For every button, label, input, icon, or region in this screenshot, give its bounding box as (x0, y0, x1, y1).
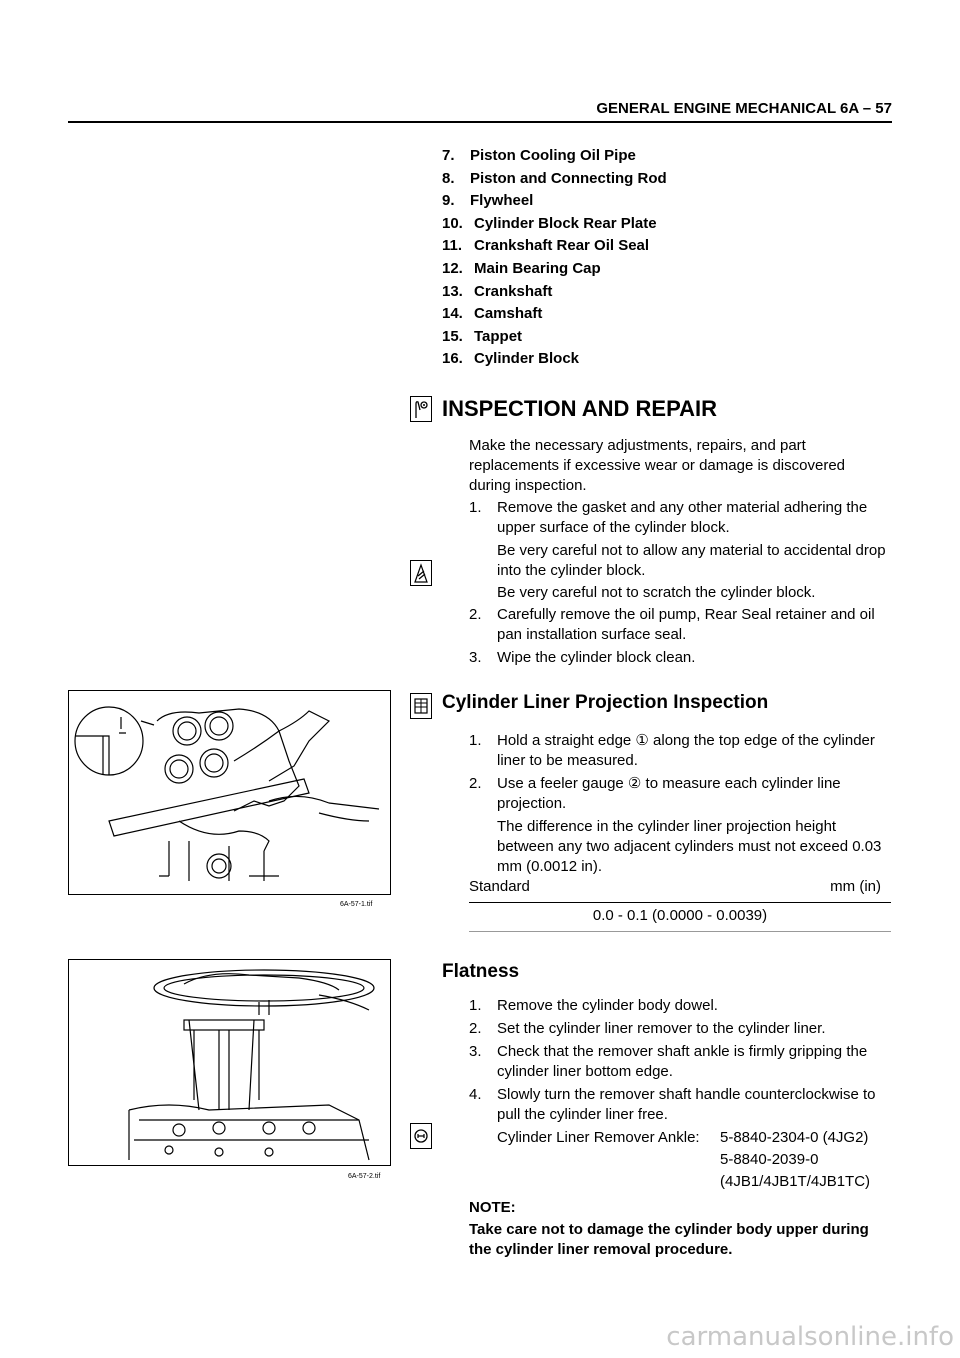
list-item: 2. Use a feeler gauge ② to measure each cylinder line projection. (469, 775, 841, 812)
list-item: 13. Crankshaft (442, 282, 553, 300)
inspection-intro: Make the necessary adjustments, repairs, and part replacements if excessive wear or damage is discovered during inspection. (469, 437, 846, 494)
parts-list (442, 146, 882, 372)
liner-note: The difference in the cylinder liner projection height between any two adjacent cylinders must not exceed 0.03 mm (0.0012 in). (497, 818, 882, 875)
list-item: 2. Set the cylinder liner remover to the cylinder liner. (469, 1020, 826, 1037)
list-item: 15. Tappet (442, 327, 523, 345)
list-item: 1. Remove the cylinder body dowel. (469, 997, 718, 1014)
list-item: 7. Piston Cooling Oil Pipe (442, 147, 636, 164)
list-item: 4. Slowly turn the remover shaft handle counterclockwise to pull the cylinder liner free. (469, 1086, 876, 1123)
tool-icon (412, 1125, 430, 1147)
list-item: 8. Piston and Connecting Rod (442, 169, 667, 187)
caution-hand-icon (412, 562, 430, 584)
inspection-title: INSPECTION AND REPAIR (442, 396, 718, 421)
tool-part-number: 5-8840-2304-0 (4JG2) (720, 1129, 869, 1146)
header-rule (68, 121, 892, 123)
list-item: 3. Check that the remover shaft ankle is firmly gripping the cylinder liner bottom edge. (469, 1043, 868, 1080)
list-item: 10. Cylinder Block Rear Plate (442, 214, 657, 232)
list-item: 14. Camshaft (442, 305, 543, 323)
list-item: 9. Flywheel (442, 192, 534, 210)
flatness-body (469, 996, 889, 1128)
list-item: 16. Cylinder Block (442, 350, 580, 368)
tool-label: Cylinder Liner Remover Ankle: (497, 1129, 700, 1146)
list-item: 2. Carefully remove the oil pump, Rear Seal retainer and oil pan installation surface seal. (469, 606, 875, 643)
figure-straight-edge-drawing (69, 691, 390, 894)
caution-icon (410, 560, 432, 586)
list-item: 3. Wipe the cylinder block clean. (469, 649, 696, 666)
liner-body (469, 731, 889, 877)
note-label: NOTE: (469, 1199, 516, 1216)
table-rule (469, 931, 891, 932)
list-item: 11. Crankshaft Rear Oil Seal (442, 237, 650, 255)
list-item: 12. Main Bearing Cap (442, 259, 601, 277)
page-header: GENERAL ENGINE MECHANICAL 6A – 57 (596, 100, 892, 117)
inspection-tool-icon (410, 693, 432, 719)
flatness-title: Flatness (442, 961, 520, 982)
figure-caption: 6A-57-2.tif (348, 1173, 381, 1180)
list-item: 1. Remove the gasket and any other material adhering the upper surface of the cylinder block. (469, 499, 868, 536)
tool-part-note: (4JB1/4JB1T/4JB1TC) (720, 1173, 871, 1190)
standard-value: 0.0 - 0.1 (0.0000 - 0.0039) (592, 907, 768, 924)
figure-liner-remover (68, 959, 391, 1166)
note-text: Take care not to damage the cylinder body upper during the cylinder liner removal procedure. (469, 1221, 869, 1258)
special-tool-icon (410, 1123, 432, 1149)
caution-text: Be very careful not to allow any material to accidental drop into the cylinder block. (497, 542, 886, 579)
figure-straight-edge (68, 690, 391, 895)
table-rule (469, 902, 891, 903)
list-item: 1. Hold a straight edge ① along the top edge of the cylinder liner to be measured. (469, 732, 875, 769)
inspection-body (469, 436, 889, 671)
magnifier-hand-icon (412, 398, 430, 420)
watermark: carmanualsonline.info (666, 1322, 954, 1352)
liner-title: Cylinder Liner Projection Inspection (442, 692, 769, 713)
caution-text: Be very careful not to scratch the cylinder block. (497, 584, 816, 601)
tool-part-number: 5-8840-2039-0 (720, 1151, 819, 1168)
figure-caption: 6A-57-1.tif (340, 901, 373, 908)
inspection-icon (410, 396, 432, 422)
gauge-icon (412, 695, 430, 717)
standard-row: Standard mm (in) (469, 878, 881, 895)
figure-liner-remover-drawing (69, 960, 390, 1165)
